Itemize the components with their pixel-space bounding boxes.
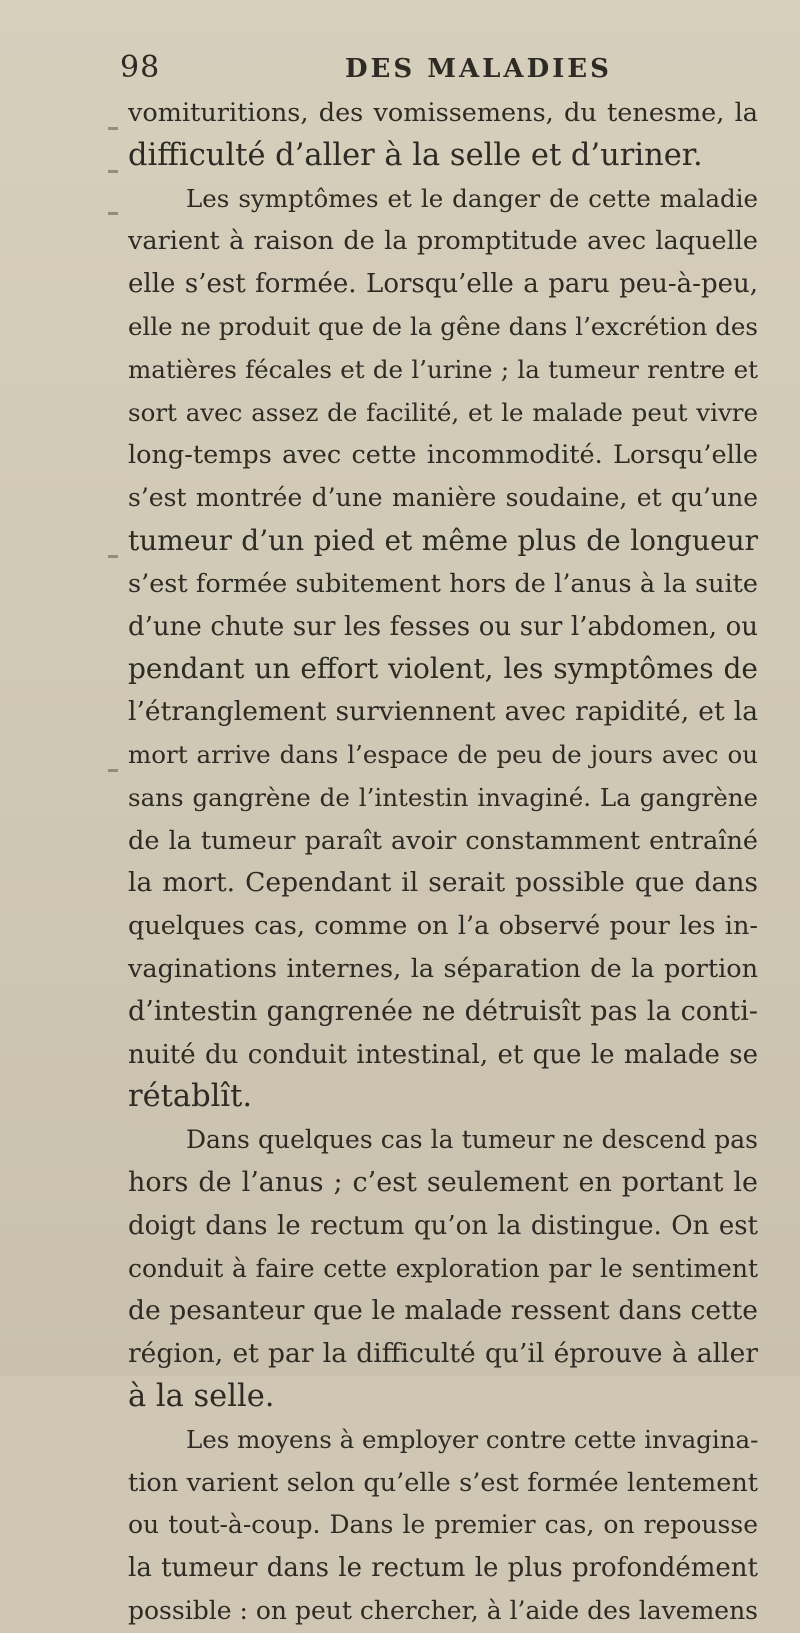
page-number: 98 bbox=[120, 50, 161, 85]
text-line: hors de l’anus ; c’est seulement en portant le bbox=[128, 1166, 758, 1198]
margin-mark bbox=[108, 127, 118, 130]
text-line: de pesanteur que le malade ressent dans cette bbox=[128, 1295, 758, 1327]
text-line: l’étranglement surviennent avec rapidité, et la bbox=[128, 696, 758, 728]
text-line: Dans quelques cas la tumeur ne descend pas bbox=[186, 1125, 758, 1155]
text-line: ou tout-à-coup. Dans le premier cas, on repousse bbox=[128, 1510, 758, 1540]
text-line: quelques cas, comme on l’a observé pour les in- bbox=[128, 911, 758, 942]
text-line: région, et par la difficulté qu’il éprouve à aller bbox=[128, 1338, 758, 1370]
text-line: de la tumeur paraît avoir constamment entraîné bbox=[128, 825, 758, 856]
text-line: tumeur d’un pied et même plus de longueur bbox=[128, 523, 758, 557]
text-line: pendant un effort violent, les symptômes de bbox=[128, 652, 758, 686]
margin-mark bbox=[108, 212, 118, 215]
text-line: d’intestin gangrenée ne détruisît pas la conti- bbox=[128, 995, 758, 1027]
margin-mark bbox=[108, 170, 118, 173]
text-line: elle s’est formée. Lorsqu’elle a paru peu-à-peu, bbox=[128, 269, 758, 300]
text-line: doigt dans le rectum qu’on la distingue. On est bbox=[128, 1210, 758, 1241]
text-line: sort avec assez de facilité, et le malade peut vivre bbox=[128, 397, 758, 427]
text-line: vomituritions, des vomissemens, du tenesme, la bbox=[128, 98, 758, 128]
text-line: difficulté d’aller à la selle et d’uriner. bbox=[128, 137, 703, 173]
text-line: à la selle. bbox=[128, 1378, 275, 1414]
text-line: mort arrive dans l’espace de peu de jours avec ou bbox=[128, 739, 758, 769]
text-line: varient à raison de la promptitude avec laquelle bbox=[128, 226, 758, 257]
text-line: Les moyens à employer contre cette invagina- bbox=[186, 1424, 759, 1454]
body-text bbox=[128, 92, 758, 1633]
text-line: long-temps avec cette incommodité. Lorsqu’elle bbox=[128, 440, 758, 471]
text-line: sans gangrène de l’intestin invaginé. La gangrène bbox=[128, 782, 758, 812]
margin-mark bbox=[108, 769, 118, 772]
text-line: d’une chute sur les fesses ou sur l’abdomen, ou bbox=[128, 611, 758, 642]
page-header bbox=[120, 50, 760, 94]
margin-mark bbox=[108, 555, 118, 558]
text-line: s’est montrée d’une manière soudaine, et qu’une bbox=[128, 483, 758, 513]
text-line: matières fécales et de l’urine ; la tumeur rentre et bbox=[128, 354, 758, 384]
text-line: vaginations internes, la séparation de la portion bbox=[128, 953, 758, 984]
text-line: Les symptômes et le danger de cette maladie bbox=[186, 183, 758, 213]
text-line: nuité du conduit intestinal, et que le malade se bbox=[128, 1039, 758, 1070]
text-line: s’est formée subitement hors de l’anus à la suite bbox=[128, 568, 758, 599]
text-line: tion varient selon qu’elle s’est formée lentement bbox=[128, 1467, 758, 1498]
text-line: la tumeur dans le rectum le plus profondément bbox=[128, 1553, 758, 1584]
text-line: rétablît. bbox=[128, 1079, 253, 1115]
text-line: conduit à faire cette exploration par le sentiment bbox=[128, 1253, 758, 1283]
text-line: la mort. Cependant il serait possible que dans bbox=[128, 867, 758, 899]
text-line: elle ne produit que de la gêne dans l’excrétion des bbox=[128, 311, 758, 341]
text-line: possible : on peut chercher, à l’aide des lavemens bbox=[128, 1595, 758, 1625]
running-head: DES MALADIES bbox=[345, 54, 612, 84]
